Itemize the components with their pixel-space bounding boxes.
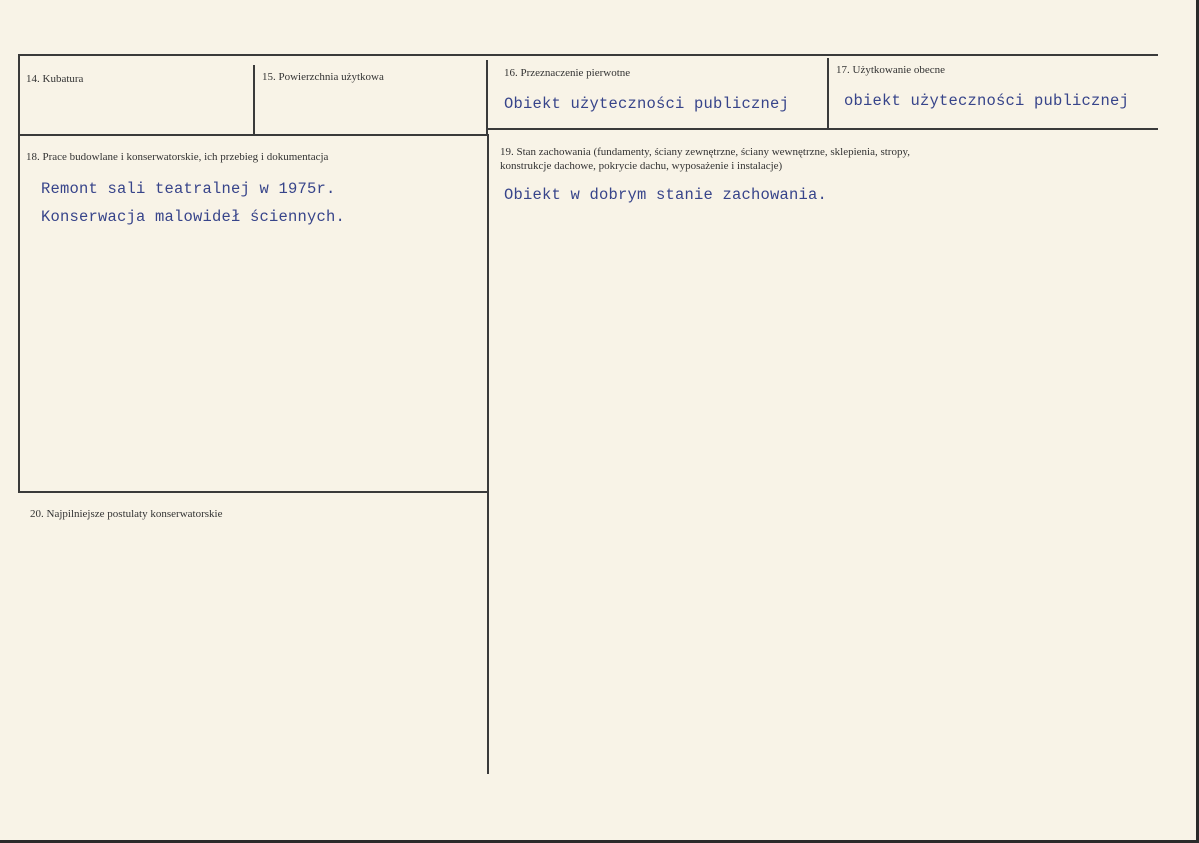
field-18-label: 18. Prace budowlane i konserwatorskie, ich przebieg i dokumentacja bbox=[26, 151, 329, 163]
divider-15-16 bbox=[486, 60, 488, 136]
field-17-label: 17. Użytkowanie obecne bbox=[836, 64, 946, 76]
field-19-value: Obiekt w dobrym stanie zachowania. bbox=[504, 186, 828, 204]
left-border bbox=[18, 54, 20, 136]
field-15-label: 15. Powierzchnia użytkowa bbox=[262, 71, 384, 83]
main-vertical-divider bbox=[487, 134, 489, 774]
left-border-lower bbox=[18, 134, 20, 493]
field-20-label: 20. Najpilniejsze postulaty konserwatorskie bbox=[30, 508, 223, 520]
field-18-line-2: Konserwacja malowideł ściennych. bbox=[41, 208, 346, 226]
top-rule bbox=[18, 54, 1158, 56]
divider-16-17 bbox=[827, 58, 829, 129]
field-18-line-1: Remont sali teatralnej w 1975r. bbox=[41, 180, 336, 198]
field-17-value: obiekt użyteczności publicznej bbox=[844, 92, 1130, 110]
row1-bottom-rule-right bbox=[486, 128, 1158, 130]
divider-14-15 bbox=[253, 65, 255, 136]
field-16-value: Obiekt użyteczności publicznej bbox=[504, 95, 790, 113]
section18-bottom-rule bbox=[18, 491, 488, 493]
field-16-label: 16. Przeznaczenie pierwotne bbox=[504, 67, 631, 79]
field-19-label-line-1: 19. Stan zachowania (fundamenty, ściany zewnętrzne, ściany wewnętrzne, sklepienia, stropy, bbox=[500, 146, 911, 158]
field-14-label: 14. Kubatura bbox=[26, 73, 84, 85]
field-19-label-line-2: konstrukcje dachowe, pokrycie dachu, wyposażenie i instalacje) bbox=[500, 160, 783, 172]
row1-bottom-rule bbox=[18, 134, 486, 136]
